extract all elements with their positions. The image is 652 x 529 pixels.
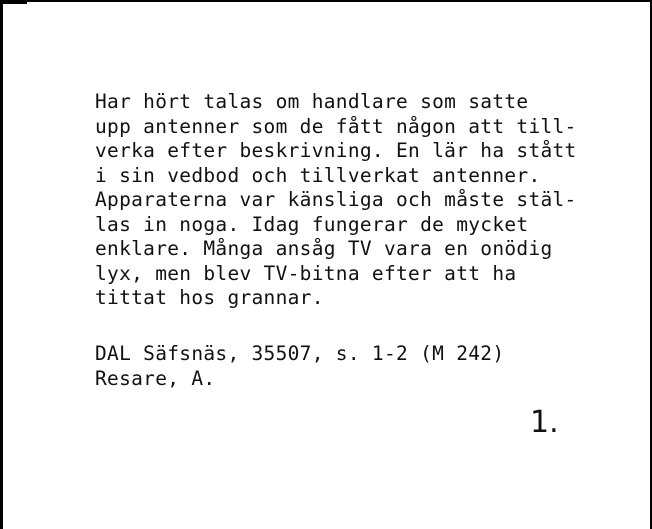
paragraph-line: Apparaterna var känsliga och måste stäl- — [95, 188, 577, 211]
paragraph-line: enklare. Många ansåg TV vara en onödig — [95, 237, 553, 260]
paragraph-line: verka efter beskrivning. En lär ha stått — [95, 139, 577, 162]
card-top-border-mark — [3, 2, 27, 4]
paragraph-line: tittat hos grannar. — [95, 286, 324, 309]
paragraph-line: lyx, men blev TV-bitna efter att ha — [95, 261, 517, 285]
source-citation — [95, 342, 504, 391]
citation-author: Resare, A. — [95, 366, 216, 390]
paragraph-line: i sin vedbod och tillverkat antenner. — [95, 163, 541, 187]
paragraph-line: las in noga. Idag fungerar de mycket — [95, 212, 529, 236]
paragraph-line: Har hört talas om handlare som satte — [95, 90, 529, 113]
citation-reference: DAL Säfsnäs, 35507, s. 1-2 (M 242) — [95, 342, 505, 365]
card-left-border — [0, 0, 3, 529]
handwritten-page-number: 1. — [530, 405, 559, 440]
testimony-paragraph — [95, 90, 577, 311]
card-top-border — [0, 0, 652, 2]
paragraph-line: upp antenner som de fått någon att till- — [95, 114, 577, 138]
